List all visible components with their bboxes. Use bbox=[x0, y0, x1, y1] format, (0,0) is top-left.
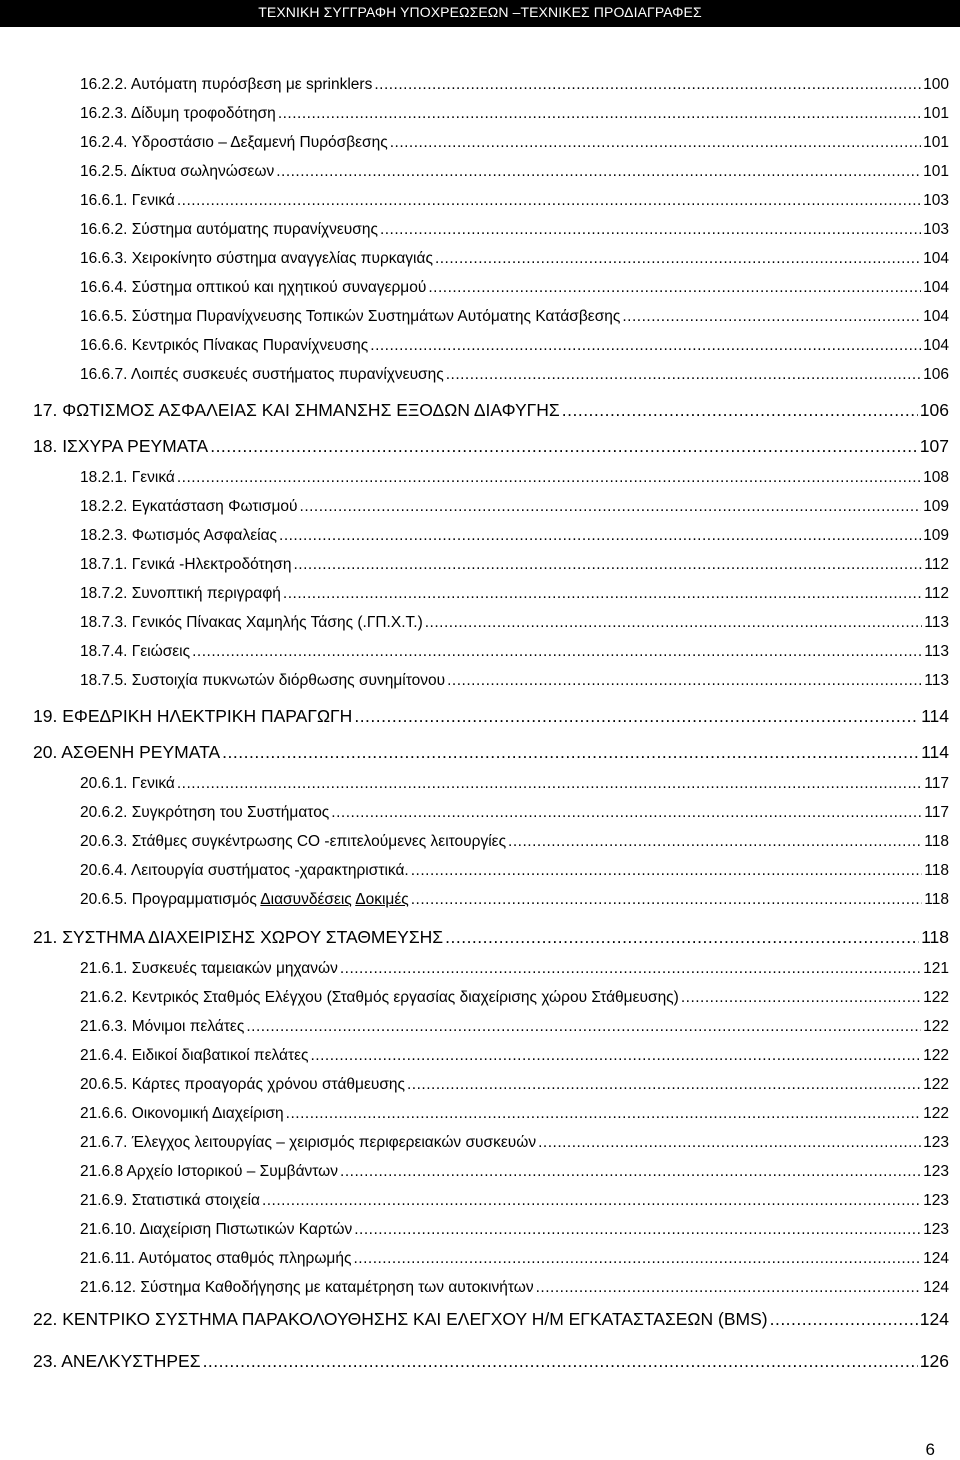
toc-subsection-entry[interactable] bbox=[33, 608, 953, 637]
toc-dot-leader bbox=[331, 798, 922, 827]
toc-subsection-entry[interactable] bbox=[33, 954, 953, 983]
toc-entry-text: 21.6.10. Διαχείριση Πιστωτικών Καρτών bbox=[80, 1221, 353, 1238]
toc-page-number: 108 bbox=[923, 469, 949, 486]
toc-dot-leader bbox=[177, 769, 922, 798]
toc-dot-leader bbox=[300, 492, 922, 521]
toc-page-number: 101 bbox=[923, 134, 949, 151]
toc-page-number: 118 bbox=[924, 891, 949, 908]
toc-section-entry[interactable] bbox=[33, 699, 953, 733]
toc-page-number: 103 bbox=[923, 221, 949, 238]
toc-page-number: 103 bbox=[923, 192, 949, 209]
toc-page-number: 112 bbox=[924, 556, 949, 573]
toc-dot-leader bbox=[390, 128, 921, 157]
toc-entry-text: 21.6.8 Αρχείο Ιστορικού – Συμβάντων bbox=[80, 1163, 339, 1180]
toc-entry-title bbox=[80, 128, 388, 157]
toc-page-number: 101 bbox=[923, 163, 949, 180]
toc-page-number: 106 bbox=[923, 366, 949, 383]
toc-entry-title bbox=[80, 666, 445, 695]
toc-subsection-entry[interactable] bbox=[33, 157, 953, 186]
toc-entry-title bbox=[80, 492, 298, 521]
toc-entry-text: 16.6.4. Σύστημα οπτικού και ηχητικού συναγερμού bbox=[80, 279, 427, 296]
toc-entry-text: 18.7.1. Γενικά -Ηλεκτροδότηση bbox=[80, 556, 292, 573]
toc-dot-leader bbox=[536, 1273, 922, 1302]
toc-entry-title bbox=[80, 1215, 352, 1244]
toc-entry-text: 23. ΑΝΕΛΚΥΣΤΗΡΕΣ bbox=[33, 1351, 201, 1371]
toc-entry-text: 21.6.2. Κεντρικός Σταθμός Ελέγχου (Σταθμός εργασίας διαχείρισης χώρου Στάθμευσης) bbox=[80, 989, 679, 1006]
toc-dot-leader bbox=[354, 1215, 921, 1244]
toc-subsection-entry[interactable] bbox=[33, 1099, 953, 1128]
toc-dot-leader bbox=[340, 954, 921, 983]
toc-subsection-entry[interactable] bbox=[33, 666, 953, 695]
toc-page-number: 109 bbox=[923, 527, 949, 544]
toc-page-number: 113 bbox=[924, 643, 949, 660]
toc-page-number: 104 bbox=[923, 337, 949, 354]
toc-dot-leader bbox=[446, 360, 921, 389]
toc-entry-text: 16.2.2. Αυτόματη πυρόσβεση με sprinklers bbox=[80, 76, 373, 93]
toc-entry-text: 20.6.1. Γενικά bbox=[80, 775, 175, 792]
toc-dot-leader bbox=[203, 1344, 918, 1378]
toc-entry-text: 16.2.3. Δίδυμη τροφοδότηση bbox=[80, 105, 276, 122]
toc-entry-text: 16.6.3. Χειροκίνητο σύστημα αναγγελίας πυρκαγιάς bbox=[80, 250, 433, 267]
toc-page-number: 107 bbox=[919, 436, 949, 456]
toc-dot-leader bbox=[374, 70, 921, 99]
toc-page-number: 113 bbox=[924, 614, 949, 631]
toc-entry-title bbox=[80, 1244, 351, 1273]
toc-subsection-entry[interactable] bbox=[33, 983, 953, 1012]
toc-subsection-entry[interactable] bbox=[33, 769, 953, 798]
toc-entry-text: 21.6.11. Αυτόματος σταθμός πληρωμής bbox=[80, 1250, 352, 1267]
toc-entry-title bbox=[80, 186, 175, 215]
toc-dot-leader bbox=[380, 215, 921, 244]
toc-section-entry[interactable] bbox=[33, 1302, 953, 1336]
toc-entry-title bbox=[33, 393, 560, 427]
toc-subsection-entry[interactable] bbox=[33, 331, 953, 360]
toc-section-entry[interactable] bbox=[33, 920, 953, 954]
toc-subsection-entry[interactable] bbox=[33, 273, 953, 302]
toc-entry-title bbox=[33, 1302, 768, 1336]
toc-entry-text: 22. ΚΕΝΤΡΙΚΟ ΣΥΣΤΗΜΑ ΠΑΡΑΚΟΛΟΥΘΗΣΗΣ ΚΑΙ ΕΛΕΓΧΟΥ Η/Μ ΕΓΚΑΤΑΣΤΑΣΕΩΝ (BMS) bbox=[33, 1309, 768, 1329]
toc-subsection-entry[interactable] bbox=[33, 99, 953, 128]
toc-entry-title bbox=[80, 1099, 284, 1128]
toc-page-number: 124 bbox=[919, 1309, 949, 1329]
toc-entry-title bbox=[80, 99, 276, 128]
toc-page-number: 121 bbox=[923, 960, 949, 977]
toc-dot-leader bbox=[428, 273, 921, 302]
toc-page-number: 113 bbox=[924, 672, 949, 689]
toc-page-number: 118 bbox=[924, 833, 949, 850]
toc-section-entry[interactable] bbox=[33, 1344, 953, 1378]
toc-page-number: 104 bbox=[923, 279, 949, 296]
toc-entry-text: 16.6.2. Σύστημα αυτόματης πυρανίχνευσης bbox=[80, 221, 378, 238]
toc-page-number: 106 bbox=[919, 400, 949, 420]
document-header bbox=[0, 0, 960, 27]
toc-entry-text: 21.6.1. Συσκευές ταμειακών μηχανών bbox=[80, 960, 338, 977]
toc-dot-leader bbox=[279, 521, 921, 550]
toc-dot-leader bbox=[411, 856, 923, 885]
toc-entry-text: 17. ΦΩΤΙΣΜΟΣ ΑΣΦΑΛΕΙΑΣ ΚΑΙ ΣΗΜΑΝΣΗΣ ΕΞΟΔΩΝ ΔΙΑΦΥΓΗΣ bbox=[33, 400, 560, 420]
toc-entry-title bbox=[80, 302, 620, 331]
toc-entry-title bbox=[33, 1344, 201, 1378]
toc-subsection-entry[interactable] bbox=[33, 360, 953, 389]
toc-subsection-entry[interactable] bbox=[33, 70, 953, 99]
toc-page-number: 124 bbox=[923, 1279, 949, 1296]
toc-entry-title bbox=[80, 769, 175, 798]
toc-page-number: 117 bbox=[924, 775, 949, 792]
page-number: 6 bbox=[925, 1440, 935, 1459]
toc-dot-leader bbox=[353, 1244, 921, 1273]
toc-dot-leader bbox=[770, 1302, 918, 1336]
toc-entry-text: 21.6.3. Μόνιμοι πελάτες bbox=[80, 1018, 245, 1035]
toc-page-number: 118 bbox=[924, 862, 949, 879]
toc-entry-title bbox=[80, 827, 506, 856]
toc-dot-leader bbox=[262, 1186, 921, 1215]
toc-entry-title bbox=[80, 1273, 534, 1302]
toc-entry-text: 19. ΕΦΕΔΡΙΚΗ ΗΛΕΚΤΡΙΚΗ ΠΑΡΑΓΩΓΗ bbox=[33, 706, 353, 726]
toc-entry-title bbox=[80, 157, 274, 186]
toc-page-number: 101 bbox=[923, 105, 949, 122]
toc-subsection-entry[interactable] bbox=[33, 1041, 953, 1070]
toc-dot-leader bbox=[447, 666, 922, 695]
toc-page-number: 104 bbox=[923, 308, 949, 325]
toc-entry-text: 18.7.4. Γειώσεις bbox=[80, 643, 191, 660]
toc-dot-leader bbox=[681, 983, 921, 1012]
toc-subsection-entry[interactable] bbox=[33, 550, 953, 579]
toc-entry-text: 20.6.5. Προγραμματισμός bbox=[80, 891, 261, 908]
toc-entry-text: 16.6.7. Λοιπές συσκευές συστήματος πυρανίχνευσης bbox=[80, 366, 444, 383]
toc-page-number: 112 bbox=[924, 585, 949, 602]
toc-subsection-entry[interactable] bbox=[33, 1157, 953, 1186]
toc-entry-title bbox=[80, 954, 338, 983]
toc-entry-title bbox=[33, 699, 352, 733]
toc-entry-title bbox=[80, 608, 423, 637]
toc-entry-title bbox=[80, 360, 444, 389]
toc-entry-title bbox=[80, 273, 426, 302]
toc-entry-text: 20.6.5. Κάρτες προαγοράς χρόνου στάθμευσης bbox=[80, 1076, 405, 1093]
toc-entry-text: 20.6.3. Στάθμες συγκέντρωσης CO -επιτελούμενες λειτουργίες bbox=[80, 833, 507, 850]
toc-subsection-entry[interactable] bbox=[33, 827, 953, 856]
toc-subsection-entry[interactable] bbox=[33, 128, 953, 157]
toc-page-number: 122 bbox=[923, 1018, 949, 1035]
toc-subsection-entry[interactable] bbox=[33, 1273, 953, 1302]
toc-entry-text: 18. ΙΣΧΥΡΑ ΡΕΥΜΑΤΑ bbox=[33, 436, 209, 456]
toc-entry-text: 21.6.7. Έλεγχος λειτουργίας – χειρισμός περιφερειακών συσκευών bbox=[80, 1134, 537, 1151]
toc-entry-title bbox=[33, 920, 443, 954]
toc-entry-title bbox=[33, 429, 208, 463]
toc-dot-leader bbox=[286, 1099, 921, 1128]
toc-entry-title bbox=[80, 798, 329, 827]
toc-entry-text-underlined: Διασυνδέσεις bbox=[260, 891, 352, 908]
toc-entry-title bbox=[80, 856, 409, 885]
toc-entry-text: 18.2.1. Γενικά bbox=[80, 469, 175, 486]
toc-dot-leader bbox=[310, 1041, 921, 1070]
toc-entry-text: 16.2.5. Δίκτυα σωληνώσεων bbox=[80, 163, 275, 180]
toc-entry-title bbox=[80, 331, 368, 360]
header-title: ΤΕΧΝΙΚΗ ΣΥΓΓΡΑΦΗ ΥΠΟΧΡΕΩΣΕΩΝ –ΤΕΧΝΙΚΕΣ ΠΡΟΔΙΑΓΡΑΦΕΣ bbox=[258, 4, 702, 20]
toc-subsection-entry[interactable] bbox=[33, 1128, 953, 1157]
toc-entry-text: 18.7.2. Συνοπτική περιγραφή bbox=[80, 585, 281, 602]
toc-dot-leader bbox=[562, 393, 918, 427]
toc-page-number: 122 bbox=[923, 1047, 949, 1064]
toc-page-number: 100 bbox=[923, 76, 949, 93]
toc-dot-leader bbox=[177, 186, 921, 215]
toc-entry-title bbox=[80, 983, 679, 1012]
toc-subsection-entry[interactable] bbox=[33, 244, 953, 273]
toc-page-number: 114 bbox=[921, 706, 949, 726]
toc-dot-leader bbox=[538, 1128, 921, 1157]
toc-subsection-entry[interactable] bbox=[33, 215, 953, 244]
toc-dot-leader bbox=[283, 579, 922, 608]
toc-dot-leader bbox=[425, 608, 923, 637]
toc-page-number: 117 bbox=[924, 804, 949, 821]
toc-subsection-entry[interactable] bbox=[33, 492, 953, 521]
toc-dot-leader bbox=[276, 157, 921, 186]
toc-entry-title bbox=[80, 1041, 308, 1070]
toc-section-entry[interactable] bbox=[33, 429, 953, 463]
toc-page-number: 109 bbox=[923, 498, 949, 515]
toc-dot-leader bbox=[246, 1012, 921, 1041]
toc-page-number: 118 bbox=[921, 927, 949, 947]
toc-page-number: 122 bbox=[923, 1076, 949, 1093]
toc-subsection-entry[interactable] bbox=[33, 798, 953, 827]
toc-entry-text: 20.6.4. Λειτουργία συστήματος -χαρακτηριστικά. bbox=[80, 862, 409, 879]
toc-dot-leader bbox=[370, 331, 921, 360]
toc-entry-title bbox=[80, 1186, 260, 1215]
toc-page-number: 122 bbox=[923, 1105, 949, 1122]
toc-entry-title bbox=[80, 463, 175, 492]
toc-entry-text: 18.7.5. Συστοιχία πυκνωτών διόρθωσης συνημίτονου bbox=[80, 672, 446, 689]
toc-entry-title bbox=[33, 735, 220, 769]
toc-subsection-entry[interactable] bbox=[33, 186, 953, 215]
toc-entry-text: 21.6.12. Σύστημα Καθοδήγησης με καταμέτρηση των αυτοκινήτων bbox=[80, 1279, 534, 1296]
toc-page-number: 124 bbox=[923, 1250, 949, 1267]
toc-dot-leader bbox=[222, 735, 919, 769]
toc-entry-text: 21.6.6. Οικονομική Διαχείριση bbox=[80, 1105, 284, 1122]
toc-entry-text: 20.6.2. Συγκρότηση του Συστήματος bbox=[80, 804, 330, 821]
toc-subsection-entry[interactable] bbox=[33, 302, 953, 331]
toc-entry-text-underlined: Δοκιμές bbox=[355, 891, 409, 908]
toc-dot-leader bbox=[278, 99, 921, 128]
toc-entry-text: 16.2.4. Υδροστάσιο – Δεξαμενή Πυρόσβεσης bbox=[80, 134, 388, 151]
toc-subsection-entry[interactable] bbox=[33, 885, 953, 914]
toc-entry-text: 18.7.3. Γενικός Πίνακας Χαμηλής Τάσης (.ΓΠ.Χ.Τ.) bbox=[80, 614, 423, 631]
toc-subsection-entry[interactable] bbox=[33, 1070, 953, 1099]
toc-dot-leader bbox=[411, 885, 923, 914]
toc-page-number: 122 bbox=[923, 989, 949, 1006]
toc-subsection-entry[interactable] bbox=[33, 463, 953, 492]
toc-dot-leader bbox=[354, 699, 919, 733]
toc-dot-leader bbox=[192, 637, 922, 666]
toc-dot-leader bbox=[508, 827, 922, 856]
toc-entry-title bbox=[80, 70, 372, 99]
toc-subsection-entry[interactable] bbox=[33, 1244, 953, 1273]
toc-page-number: 123 bbox=[923, 1163, 949, 1180]
toc-page-number: 123 bbox=[923, 1134, 949, 1151]
toc-entry-title bbox=[80, 1012, 244, 1041]
toc-entry-title bbox=[80, 244, 433, 273]
toc-page-number: 126 bbox=[919, 1351, 949, 1371]
toc-page-number: 123 bbox=[923, 1192, 949, 1209]
toc-entry-title bbox=[80, 1128, 536, 1157]
toc-entry-title bbox=[80, 1070, 405, 1099]
toc-entry-text: 18.2.3. Φωτισμός Ασφαλείας bbox=[80, 527, 278, 544]
toc-dot-leader bbox=[340, 1157, 921, 1186]
toc-subsection-entry[interactable] bbox=[33, 521, 953, 550]
toc-entry-title bbox=[80, 1157, 338, 1186]
toc-page-number: 104 bbox=[923, 250, 949, 267]
toc-entry-title bbox=[80, 637, 190, 666]
toc-dot-leader bbox=[293, 550, 922, 579]
toc-entry-text: 21.6.4. Ειδικοί διαβατικοί πελάτες bbox=[80, 1047, 309, 1064]
toc-entry-text: 16.6.5. Σύστημα Πυρανίχνευσης Τοπικών Συστημάτων Αυτόματης Κατάσβεσης bbox=[80, 308, 621, 325]
toc-subsection-entry[interactable] bbox=[33, 1012, 953, 1041]
toc-entry-text: 16.6.1. Γενικά bbox=[80, 192, 175, 209]
toc-entry-text: 16.6.6. Κεντρικός Πίνακας Πυρανίχνευσης bbox=[80, 337, 369, 354]
toc-entry-title bbox=[80, 550, 291, 579]
toc-dot-leader bbox=[177, 463, 921, 492]
toc-dot-leader bbox=[407, 1070, 921, 1099]
toc-page-number: 114 bbox=[921, 742, 949, 762]
toc-dot-leader bbox=[435, 244, 921, 273]
toc-entry-text: 18.2.2. Εγκατάσταση Φωτισμού bbox=[80, 498, 298, 515]
toc-dot-leader bbox=[445, 920, 919, 954]
toc-dot-leader bbox=[622, 302, 921, 331]
toc-subsection-entry[interactable] bbox=[33, 579, 953, 608]
toc-entry-text: 20. ΑΣΘΕΝΗ ΡΕΥΜΑΤΑ bbox=[33, 742, 221, 762]
toc-entry-text: 21. ΣΥΣΤΗΜΑ ΔΙΑΧΕΙΡΙΣΗΣ ΧΩΡΟΥ ΣΤΑΘΜΕΥΣΗΣ bbox=[33, 927, 444, 947]
toc-subsection-entry[interactable] bbox=[33, 1215, 953, 1244]
table-of-contents bbox=[33, 70, 953, 1378]
toc-entry-title bbox=[80, 215, 378, 244]
toc-subsection-entry[interactable] bbox=[33, 856, 953, 885]
toc-entry-text: 21.6.9. Στατιστικά στοιχεία bbox=[80, 1192, 260, 1209]
toc-page-number: 123 bbox=[923, 1221, 949, 1238]
toc-entry-title bbox=[80, 885, 409, 914]
toc-section-entry[interactable] bbox=[33, 393, 953, 427]
toc-subsection-entry[interactable] bbox=[33, 637, 953, 666]
toc-subsection-entry[interactable] bbox=[33, 1186, 953, 1215]
toc-entry-title bbox=[80, 579, 281, 608]
toc-entry-title bbox=[80, 521, 277, 550]
toc-section-entry[interactable] bbox=[33, 735, 953, 769]
toc-dot-leader bbox=[210, 429, 918, 463]
